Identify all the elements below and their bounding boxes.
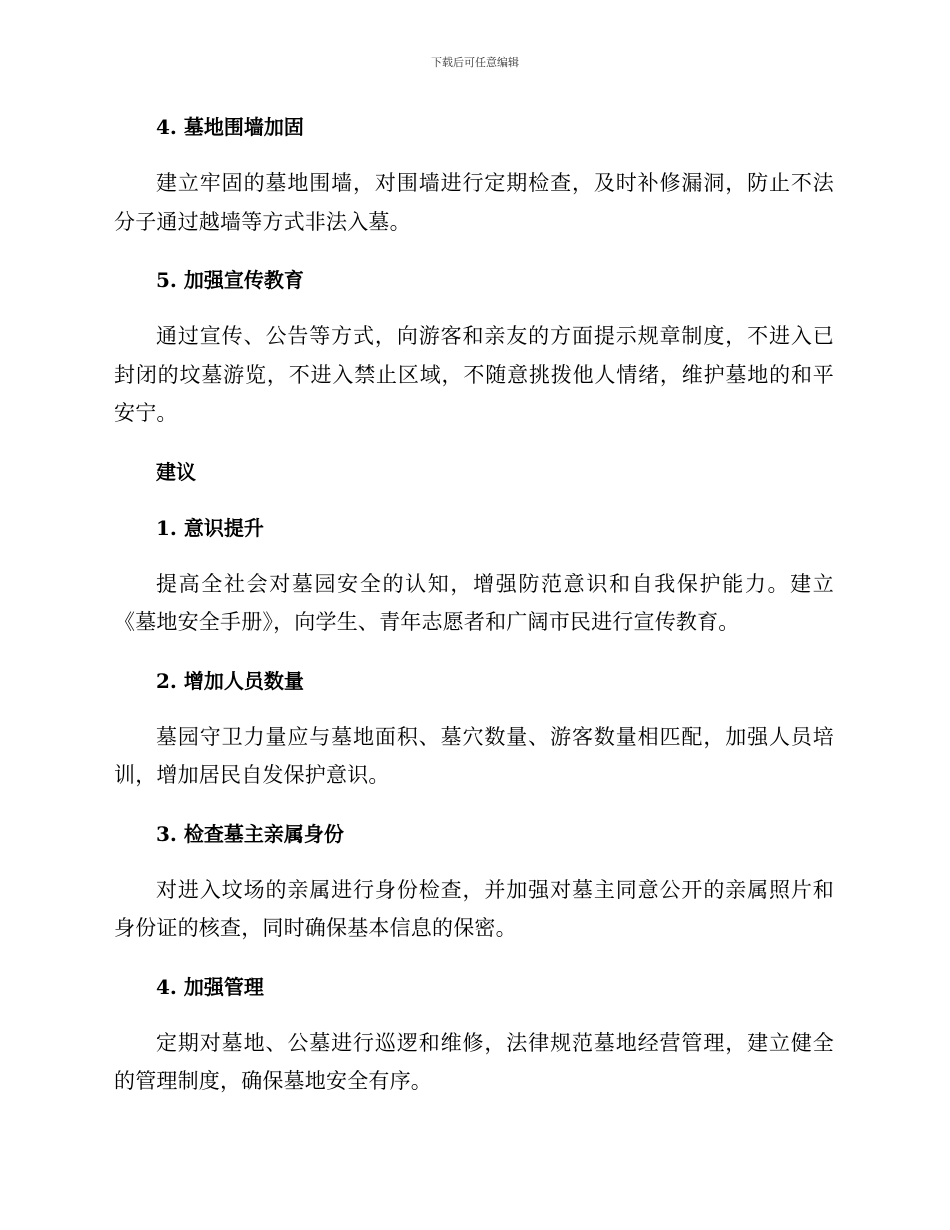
document-body xyxy=(114,108,834,1101)
section-heading-suggestions: 建议 xyxy=(156,459,196,484)
section-heading-management: 4. 加强管理 xyxy=(156,974,264,999)
section-heading-awareness: 1. 意识提升 xyxy=(156,515,264,540)
section-paragraph-wall: 建立牢固的墓地围墙，对围墙进行定期检查，及时补修漏洞，防止不法分子通过越墙等方式非法入墓。 xyxy=(114,171,834,234)
section-heading-identity-check: 3. 检查墓主亲属身份 xyxy=(156,821,344,846)
section-paragraph-staffing: 墓园守卫力量应与墓地面积、墓穴数量、游客数量相匹配，加强人员培训，增加居民自发保护意识。 xyxy=(114,724,834,787)
section-heading-publicity: 5. 加强宣传教育 xyxy=(156,268,304,292)
section-paragraph-awareness: 提高全社会对墓园安全的认知，增强防范意识和自我保护能力。建立《墓地安全手册》，向学生、青年志愿者和广阔市民进行宣传教育。 xyxy=(114,571,834,634)
section-paragraph-publicity: 通过宣传、公告等方式，向游客和亲友的方面提示规章制度，不进入已封闭的坟墓游览，不进入禁止区域，不随意挑拨他人情绪，维护墓地的和平安宁。 xyxy=(114,324,834,425)
section-paragraph-management: 定期对墓地、公墓进行巡逻和维修，法律规范墓地经营管理，建立健全的管理制度，确保墓地安全有序。 xyxy=(114,1030,834,1093)
section-paragraph-identity-check: 对进入坟场的亲属进行身份检查，并加强对墓主同意公开的亲属照片和身份证的核查，同时确保基本信息的保密。 xyxy=(114,877,834,940)
section-heading-wall: 4. 墓地围墙加固 xyxy=(156,115,304,139)
section-heading-staffing: 2. 增加人员数量 xyxy=(156,668,304,693)
page-header: 下载后可任意编辑 xyxy=(431,56,519,69)
